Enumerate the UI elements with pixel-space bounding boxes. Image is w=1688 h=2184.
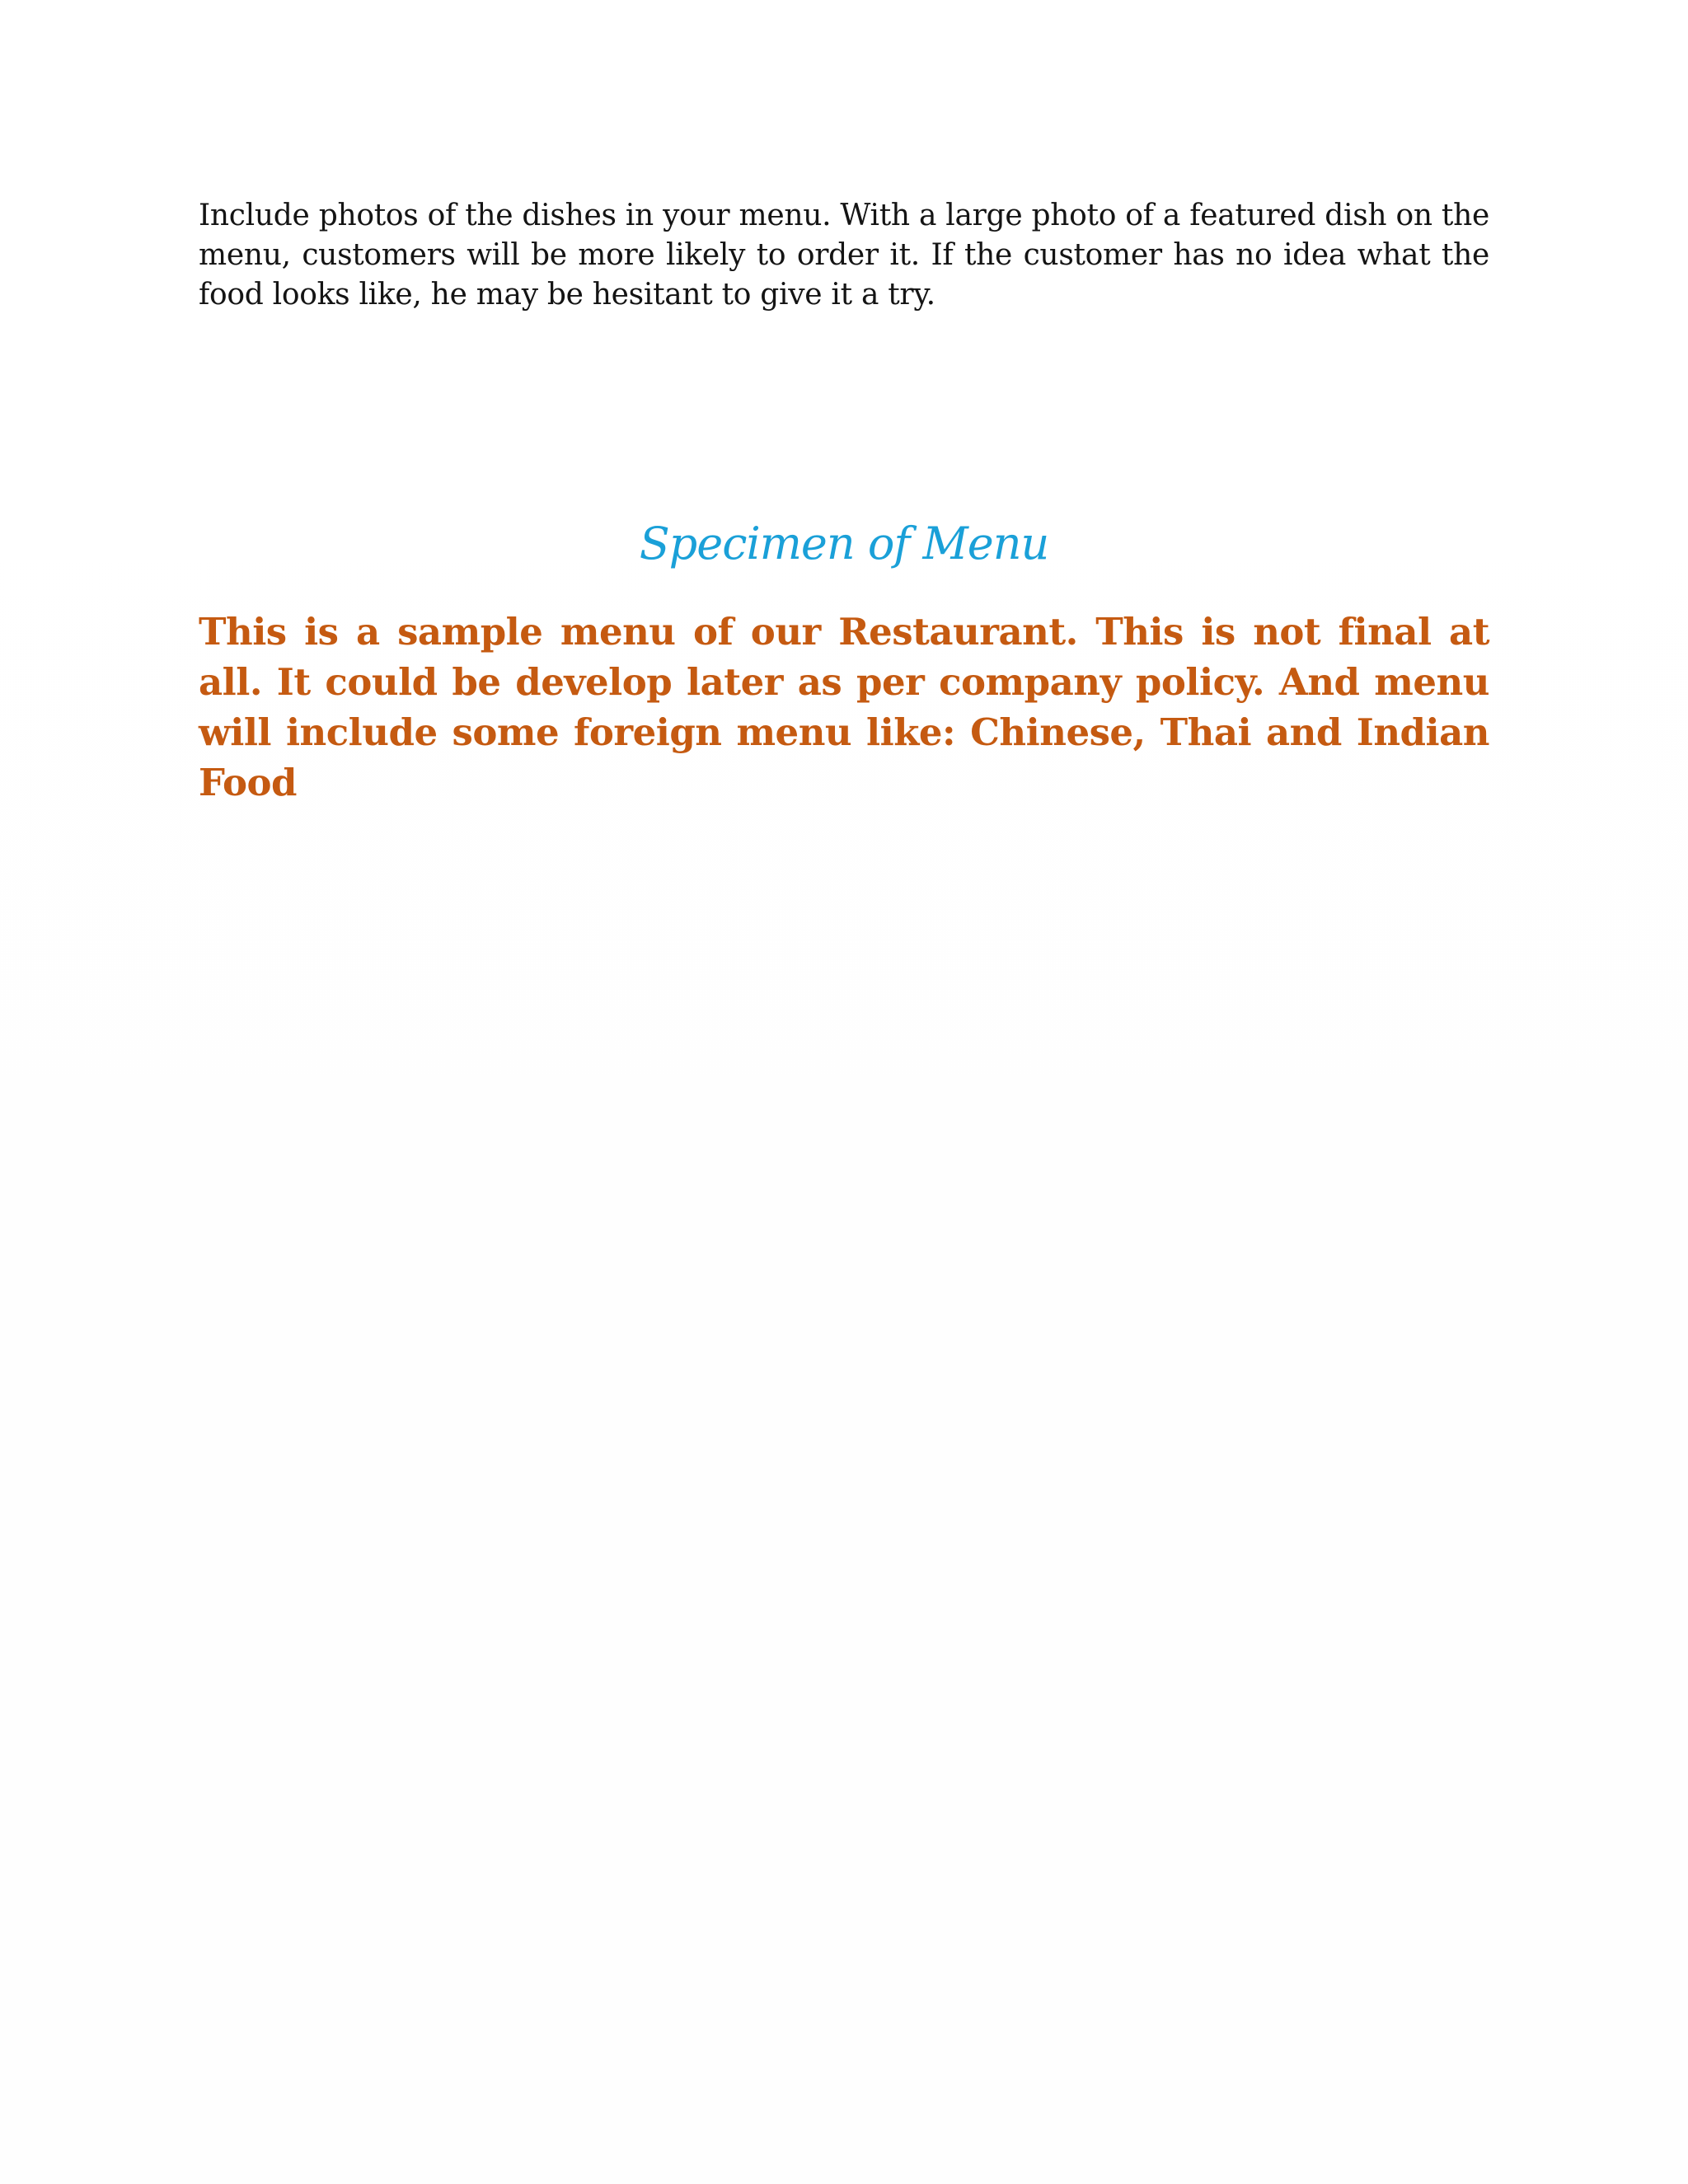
menu-intro-paragraph: This is a sample menu of our Restaurant. This is not final at all. It could be develop later as per company policy. And menu will include some foreign menu like: Chinese, Thai and Indian Food bbox=[199, 610, 1489, 804]
body-paragraph: Include photos of the dishes in your menu. With a large photo of a featured dish on the menu, customers will be more likely to order it. If the customer has no idea what the food looks like, he may be hesitant to give it a try. bbox=[199, 199, 1489, 312]
section-heading: Specimen of Menu bbox=[639, 518, 1049, 569]
